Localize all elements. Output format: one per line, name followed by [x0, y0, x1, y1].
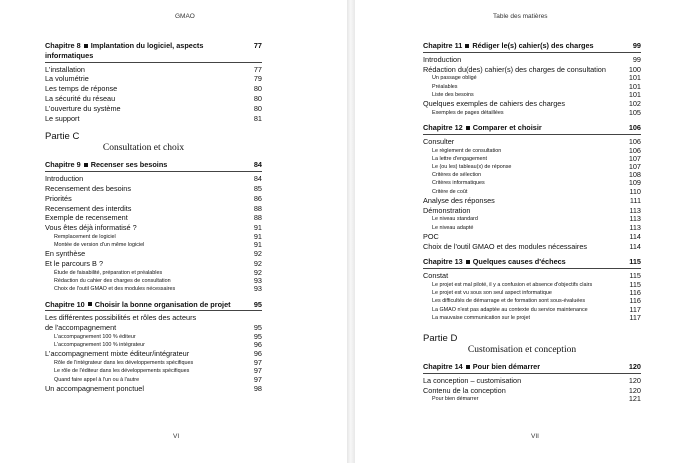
entry-text: Quelques exemples de cahiers des charges: [423, 99, 565, 108]
page-number: 91: [253, 231, 262, 241]
toc-entry[interactable]: [45, 204, 262, 214]
entry-text: Choix de l'outil GMAO et des modules nécessaires: [423, 241, 588, 251]
page-number: 91: [253, 223, 262, 233]
chapter-heading[interactable]: [423, 123, 641, 133]
page-number: 101: [628, 73, 641, 83]
chapter-heading[interactable]: [423, 41, 641, 51]
toc-entry[interactable]: [45, 114, 262, 124]
divider: [45, 62, 262, 63]
chapter-heading[interactable]: [45, 41, 262, 61]
entry-text: L'accompagnement 100 % intégrateur: [54, 342, 145, 349]
page-number: 99: [632, 54, 641, 64]
page-number: 108: [628, 170, 641, 180]
entry-text: Montée de version d'un même logiciel: [54, 242, 145, 249]
chapter-label: Chapitre 9: [45, 160, 81, 170]
divider: [423, 52, 641, 53]
square-bullet-icon: [465, 44, 469, 48]
toc-subentry[interactable]: [423, 171, 641, 179]
page-number: 115: [629, 271, 641, 281]
page-number: 106: [628, 136, 641, 146]
page-number: 115: [629, 280, 641, 289]
page-number: 95: [253, 299, 262, 309]
chapter-title: Recenser ses besoins: [90, 160, 168, 170]
entry-text: Rédaction du(des) cahier(s) des charges de consultation: [423, 64, 606, 74]
entry-text: Critères de sélection: [432, 172, 482, 179]
entry-text: Introduction: [423, 54, 462, 64]
entry-text: Consulter: [423, 136, 455, 146]
page-folio: VI: [173, 433, 180, 440]
entry-text: Un accompagnement ponctuel: [45, 383, 144, 393]
entry-text: La conception – customisation: [423, 375, 522, 385]
page-number: 84: [253, 174, 262, 184]
toc-entry[interactable]: [45, 74, 262, 84]
toc-subentry[interactable]: [423, 306, 641, 314]
entry-text: Remplacement de logiciel: [54, 233, 116, 240]
entry-text: Étude de faisabilité, préparation et préalables: [54, 269, 163, 276]
toc-subentry[interactable]: [45, 241, 262, 249]
toc-subentry[interactable]: [423, 314, 641, 322]
entry-text: Les difficultés de démarrage et de formation sont sous-évaluées: [432, 298, 586, 305]
entry-text: Recensement des interdits: [45, 203, 132, 213]
entry-text: L'ouverture du système: [45, 103, 121, 113]
toc-subentry[interactable]: [45, 367, 262, 375]
page-number: 117: [629, 304, 641, 314]
chapter-label: Chapitre 8: [45, 41, 81, 50]
page-number: 116: [629, 288, 641, 298]
toc-subentry[interactable]: [423, 74, 641, 82]
entry-text: L'installation: [45, 64, 85, 74]
part-title: Customisation et conception: [467, 345, 577, 356]
divider: [423, 134, 641, 135]
chapter-label: Chapitre 10: [45, 299, 85, 309]
page-number: 92: [253, 249, 262, 259]
page-number: 120: [628, 362, 641, 372]
left-page: [0, 0, 347, 463]
toc-entry[interactable]: [45, 94, 262, 104]
entry-text: Choix de l'outil GMAO et des modules nécessaires: [54, 286, 176, 293]
running-head: Table des matières: [493, 13, 548, 20]
toc-entry[interactable]: [45, 194, 262, 204]
entry-text: La mauvaise communication sur le projet: [432, 314, 530, 321]
page-number: 120: [628, 375, 641, 385]
toc-entry[interactable]: [423, 196, 641, 206]
toc-subentry[interactable]: [423, 215, 641, 223]
page-number: 86: [253, 193, 262, 203]
square-bullet-icon: [466, 260, 470, 264]
toc-subentry[interactable]: [423, 147, 641, 155]
entry-text: Quand faire appel à l'un ou à l'autre: [54, 376, 140, 383]
toc-left: [45, 40, 262, 394]
page-number: 114: [629, 231, 641, 241]
page-number: 102: [628, 99, 641, 108]
page-number: 96: [253, 349, 262, 359]
toc-subentry[interactable]: [45, 376, 262, 384]
toc-entry[interactable]: [45, 104, 262, 114]
page-number: 96: [253, 340, 262, 350]
page-number: 107: [628, 153, 641, 163]
entry-text: Vous êtes déjà informatisé ?: [45, 223, 137, 233]
square-bullet-icon: [88, 302, 92, 306]
page-number: 120: [628, 385, 641, 395]
toc-subentry[interactable]: [423, 395, 641, 403]
entry-text: Et le parcours B ?: [45, 259, 103, 269]
toc-subentry[interactable]: [45, 285, 262, 293]
entry-text: Préalables: [432, 83, 458, 90]
entry-text: Priorités: [45, 193, 72, 203]
page-number: 98: [253, 383, 262, 393]
entry-text: Le (ou les) tableau(x) de réponse: [432, 164, 512, 170]
divider: [423, 373, 641, 374]
square-bullet-icon: [84, 44, 88, 48]
toc-subentry[interactable]: [45, 269, 262, 277]
toc-subentry[interactable]: [423, 281, 641, 289]
toc-subentry[interactable]: [423, 163, 641, 171]
page-number: 100: [628, 64, 641, 74]
divider: [423, 268, 641, 269]
page-number: 101: [628, 81, 641, 91]
page-number: 101: [628, 89, 641, 99]
page-number: 93: [253, 276, 262, 286]
toc-entry[interactable]: [423, 137, 641, 147]
entry-text: POC: [423, 231, 439, 241]
entry-text: La volumétrie: [45, 74, 89, 84]
entry-text: Contenu de la conception: [423, 385, 506, 395]
page-number: 113: [629, 214, 641, 224]
part-label: Partie D: [423, 333, 458, 345]
chapter-title: Quelques causes d'échecs: [472, 257, 566, 267]
toc-subentry[interactable]: [423, 289, 641, 297]
toc-entry[interactable]: [45, 349, 262, 359]
toc-subentry[interactable]: [45, 233, 262, 241]
toc-entry[interactable]: [45, 84, 262, 94]
toc-entry[interactable]: [423, 65, 641, 75]
toc-subentry[interactable]: [423, 83, 641, 91]
entry-text: Exemples de pages détaillées: [432, 109, 504, 116]
toc-entry[interactable]: [423, 376, 641, 386]
page-number: 115: [629, 257, 641, 267]
toc-entry[interactable]: [423, 232, 641, 242]
right-page: [355, 0, 700, 463]
page-number: 113: [629, 205, 641, 215]
page-number: 95: [253, 331, 262, 341]
page-number: 116: [629, 296, 641, 306]
divider: [45, 171, 262, 172]
page-number: 92: [253, 259, 262, 269]
entry-text: Le niveau standard: [432, 216, 478, 223]
square-bullet-icon: [466, 365, 470, 369]
chapter-label: Chapitre 12: [423, 123, 463, 132]
entry-text: Pour bien démarrer: [432, 396, 479, 403]
page-number: 99: [632, 41, 641, 50]
entry-text: En synthèse: [45, 249, 86, 259]
page-number: 88: [253, 213, 262, 223]
toc-right: [423, 40, 641, 404]
entry-text: Liste des besoins: [432, 91, 474, 98]
toc-entry[interactable]: [45, 313, 262, 333]
page-number: 77: [253, 41, 262, 50]
toc-subentry[interactable]: [423, 179, 641, 187]
toc-subentry[interactable]: [423, 91, 641, 99]
toc-entry[interactable]: [423, 206, 641, 216]
page-number: 80: [253, 93, 262, 103]
toc-entry[interactable]: [45, 184, 262, 194]
entry-text: Recensement des besoins: [45, 183, 131, 193]
page-number: 81: [253, 113, 262, 123]
page-number: 97: [253, 374, 262, 384]
entry-text: L'accompagnement mixte éditeur/intégrateur: [45, 349, 190, 359]
entry-text: L'accompagnement 100 % éditeur: [54, 333, 136, 340]
chapter-label: Chapitre 13: [423, 257, 463, 267]
page-number: 121: [628, 394, 641, 404]
entry-text: Introduction: [45, 174, 84, 184]
chapter-title: Implantation du logiciel, aspects informatiques: [45, 41, 204, 60]
page-number: 97: [253, 366, 262, 376]
toc-entry[interactable]: [423, 386, 641, 396]
page-number: 114: [629, 241, 641, 251]
chapter-title: Choisir la bonne organisation de projet: [94, 299, 231, 309]
toc-subentry[interactable]: [423, 297, 641, 305]
entry-text: La lettre d'engagement: [432, 155, 487, 162]
toc-entry[interactable]: [45, 213, 262, 223]
page-number: 95: [253, 323, 262, 333]
toc-subentry[interactable]: [45, 277, 262, 285]
page-number: 106: [628, 123, 641, 132]
entry-text: Exemple de recensement: [45, 213, 128, 223]
page-number: 110: [629, 186, 641, 196]
entry-text: Analyse des réponses: [423, 195, 495, 205]
chapter-title: Pour bien démarrer: [472, 362, 541, 372]
chapter-heading[interactable]: [423, 362, 641, 372]
entry-text: Les différentes possibilités et rôles des acteurs: [45, 313, 197, 323]
chapter-heading[interactable]: [423, 257, 641, 267]
page-number: 117: [629, 312, 641, 322]
toc-entry[interactable]: [45, 249, 262, 259]
chapter-label: Chapitre 11: [423, 41, 463, 50]
chapter-title: Comparer et choisir: [472, 123, 542, 132]
chapter-label: Chapitre 14: [423, 362, 463, 372]
book-gutter: [347, 0, 355, 463]
square-bullet-icon: [466, 126, 470, 130]
entry-text: Constat: [423, 271, 449, 281]
toc-subentry[interactable]: [423, 224, 641, 232]
toc-entry[interactable]: [45, 174, 262, 184]
entry-text: La GMAO n'est pas adaptée au contexte du service maintenance: [432, 306, 588, 313]
page-number: 97: [253, 358, 262, 368]
page-number: 88: [253, 203, 262, 213]
entry-text: Critères informatiques: [432, 180, 485, 187]
page-number: 106: [628, 145, 641, 155]
entry-text: Le support: [45, 113, 80, 123]
part-title: Consultation et choix: [102, 143, 185, 154]
entry-text: Le niveau adapté: [432, 224, 474, 231]
page-number: 91: [253, 240, 262, 250]
page-number: 84: [253, 160, 262, 170]
ch8-entries: [45, 65, 262, 124]
page-number: 105: [628, 107, 641, 117]
toc-subentry[interactable]: [45, 359, 262, 367]
page-number: 113: [629, 222, 641, 232]
toc-entry[interactable]: [423, 55, 641, 65]
toc-subentry[interactable]: [45, 333, 262, 341]
chapter-heading[interactable]: [45, 160, 262, 170]
entry-text: Le règlement de consultation: [432, 147, 502, 154]
toc-subentry[interactable]: [423, 109, 641, 117]
toc-entry[interactable]: [423, 242, 641, 252]
entry-text: Rôle de l'intégrateur dans les développements spécifiques: [54, 360, 194, 367]
page-number: 80: [253, 103, 262, 113]
chapter-heading[interactable]: [45, 300, 262, 310]
square-bullet-icon: [84, 163, 88, 167]
entry-text: Le projet est mal piloté, il y a confusion et absence d'objectifs clairs: [432, 282, 593, 288]
page-number: 85: [253, 183, 262, 193]
toc-subentry[interactable]: [423, 155, 641, 163]
entry-text: Le rôle de l'éditeur dans les développements spécifiques: [54, 368, 190, 375]
running-head: GMAO: [175, 13, 195, 20]
page-number: 77: [253, 64, 262, 74]
entry-text: Un passage obligé: [432, 75, 477, 82]
page-number: 111: [629, 195, 641, 205]
page-number: 107: [628, 162, 641, 171]
toc-entry[interactable]: [45, 65, 262, 75]
divider: [45, 310, 262, 311]
entry-text: Démonstration: [423, 205, 471, 215]
page-number: 92: [253, 267, 262, 277]
entry-text: Le projet est vu sous son seul aspect informatique: [432, 290, 552, 297]
chapter-title: Rédiger le(s) cahier(s) des charges: [472, 41, 594, 50]
toc-entry[interactable]: [45, 259, 262, 269]
page-number: 109: [628, 178, 641, 188]
page-number: 80: [253, 84, 262, 94]
toc-subentry[interactable]: [423, 188, 641, 196]
page-folio: VII: [531, 433, 539, 440]
toc-entry[interactable]: [423, 271, 641, 281]
entry-text: Rédaction du cahier des charges de consultation: [54, 278, 171, 285]
entry-text: Critère de coût: [432, 188, 468, 195]
entry-text: La sécurité du réseau: [45, 93, 116, 103]
part-label: Partie C: [45, 131, 80, 143]
entry-text: Les temps de réponse: [45, 84, 118, 94]
toc-entry[interactable]: [45, 223, 262, 233]
page-number: 93: [253, 284, 262, 294]
entry-text-continued: de l'accompagnement: [45, 323, 117, 333]
toc-entry[interactable]: [423, 99, 641, 109]
toc-subentry[interactable]: [45, 341, 262, 349]
toc-entry[interactable]: [45, 384, 262, 394]
page-number: 79: [253, 74, 262, 84]
